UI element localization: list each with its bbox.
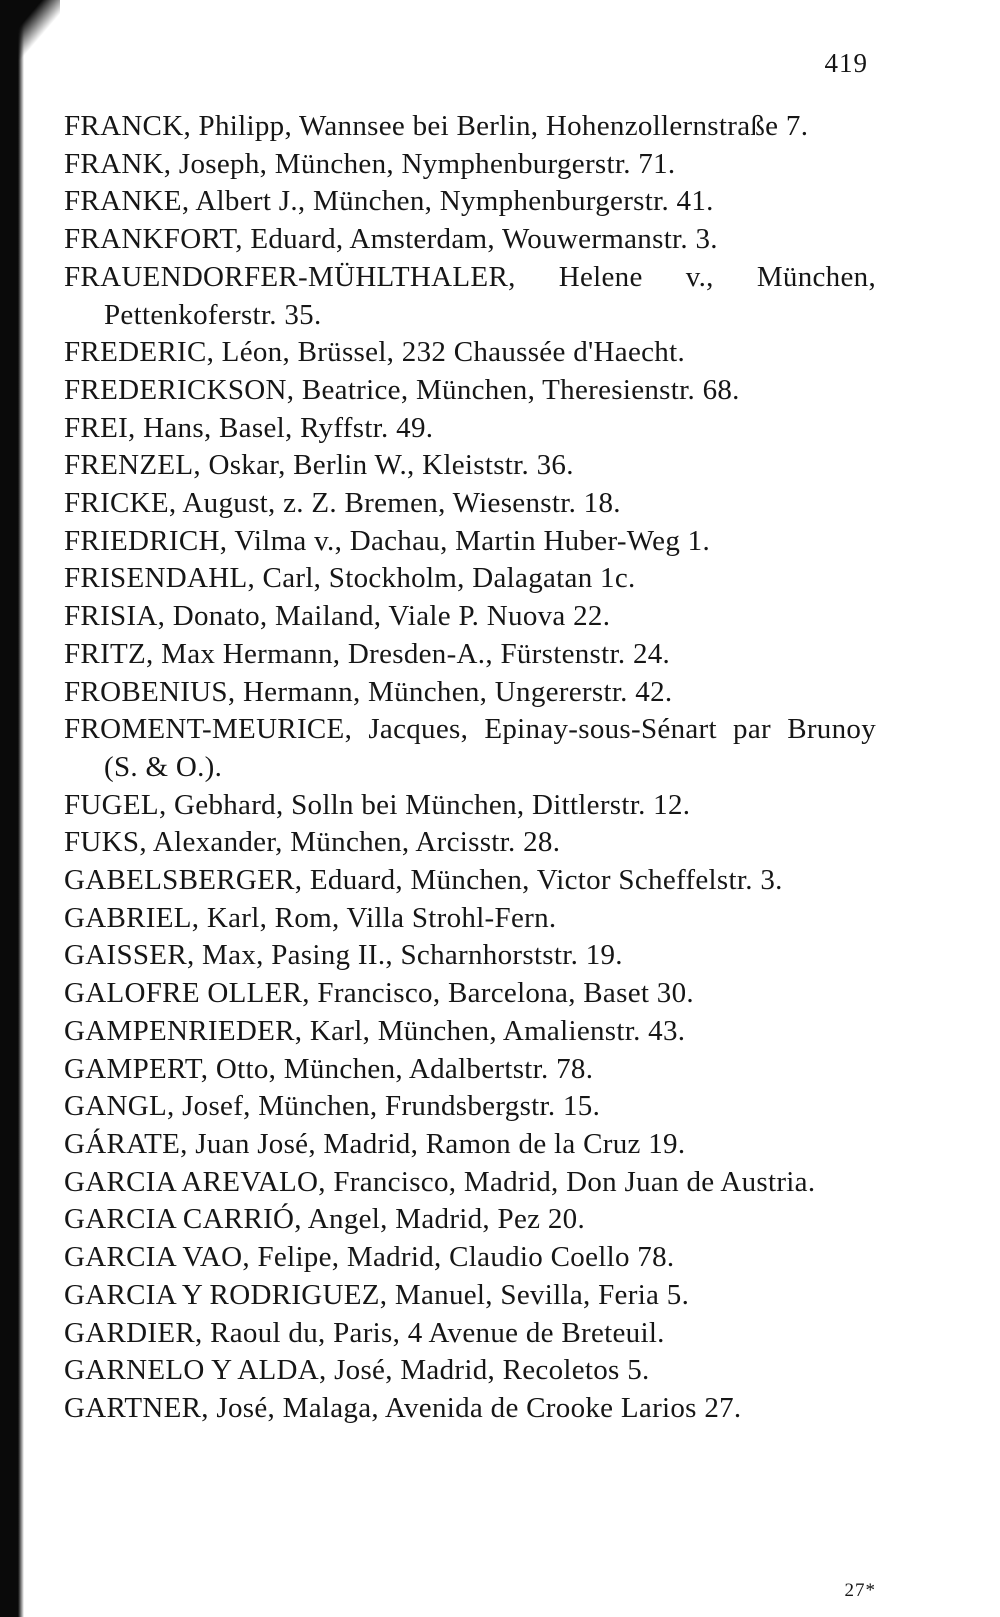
directory-entry: FREDERICKSON, Beatrice, München, Theresienstr. 68. — [64, 373, 740, 406]
directory-entry: FRAUENDORFER-MÜHLTHALER, Helene v., München, Pettenkoferstr. 35. — [64, 260, 876, 331]
directory-entry: GAMPERT, Otto, München, Adalbertstr. 78. — [64, 1052, 594, 1085]
directory-entry: FRIEDRICH, Vilma v., Dachau, Martin Huber-Weg 1. — [64, 524, 711, 557]
directory-entry: GARCIA Y RODRIGUEZ, Manuel, Sevilla, Feria 5. — [64, 1278, 690, 1311]
directory-entry: GAMPENRIEDER, Karl, München, Amalienstr. 43. — [64, 1014, 686, 1047]
directory-entry: FRANCK, Philipp, Wannsee bei Berlin, Hohenzollernstraße 7. — [64, 110, 809, 142]
directory-entry: GÁRATE, Juan José, Madrid, Ramon de la Cruz 19. — [64, 1127, 686, 1160]
directory-entry: GARNELO Y ALDA, José, Madrid, Recoletos 5. — [64, 1354, 650, 1387]
directory-entry: GALOFRE OLLER, Francisco, Barcelona, Baset 30. — [64, 977, 694, 1010]
directory-entry: FROBENIUS, Hermann, München, Ungererstr. 42. — [64, 675, 673, 708]
directory-entry: FRITZ, Max Hermann, Dresden-A., Fürstenstr. 24. — [64, 637, 671, 670]
directory-entry: GANGL, Josef, München, Frundsbergstr. 15. — [64, 1090, 601, 1123]
printer-signature-mark: 27* — [844, 1580, 876, 1601]
directory-entry: FUGEL, Gebhard, Solln bei München, Dittlerstr. 12. — [64, 788, 691, 821]
directory-entry: FREDERIC, Léon, Brüssel, 232 Chaussée d'Haecht. — [64, 336, 685, 369]
directory-entry: FRANK, Joseph, München, Nymphenburgerstr. 71. — [64, 147, 676, 180]
directory-entry: GABELSBERGER, Eduard, München, Victor Scheffelstr. 3. — [64, 864, 783, 897]
directory-entry: GARDIER, Raoul du, Paris, 4 Avenue de Breteuil. — [64, 1316, 665, 1349]
directory-entry: GAISSER, Max, Pasing II., Scharnhorststr. 19. — [64, 939, 623, 972]
directory-entry: GARCIA CARRIÓ, Angel, Madrid, Pez 20. — [64, 1203, 586, 1236]
directory-entry: FROMENT-MEURICE, Jacques, Epinay-sous-Sénart par Brunoy (S. & O.). — [64, 713, 876, 783]
directory-entry: FRANKE, Albert J., München, Nymphenburgerstr. 41. — [64, 185, 714, 218]
page-corner-shadow — [0, 0, 60, 70]
directory-entry: GARCIA VAO, Felipe, Madrid, Claudio Coello 78. — [64, 1241, 675, 1274]
directory-list — [64, 108, 876, 1428]
directory-entry: GARTNER, José, Malaga, Avenida de Crooke Larios 27. — [64, 1391, 742, 1424]
directory-entry: FRENZEL, Oskar, Berlin W., Kleiststr. 36. — [64, 449, 574, 482]
directory-entry: GARCIA AREVALO, Francisco, Madrid, Don Juan de Austria. — [64, 1165, 816, 1198]
directory-entry: FREI, Hans, Basel, Ryffstr. 49. — [64, 411, 434, 444]
page-binding-shadow — [0, 0, 24, 1617]
directory-entry: FRANKFORT, Eduard, Amsterdam, Wouwermanstr. 3. — [64, 223, 718, 256]
directory-entry: FRISENDAHL, Carl, Stockholm, Dalagatan 1c. — [64, 562, 636, 595]
directory-entry: GABRIEL, Karl, Rom, Villa Strohl-Fern. — [64, 901, 557, 934]
page-number: 419 — [824, 48, 868, 78]
directory-entry: FRISIA, Donato, Mailand, Viale P. Nuova 22. — [64, 600, 611, 633]
directory-entry: FUKS, Alexander, München, Arcisstr. 28. — [64, 826, 561, 859]
directory-entry: FRICKE, August, z. Z. Bremen, Wiesenstr. 18. — [64, 487, 621, 520]
